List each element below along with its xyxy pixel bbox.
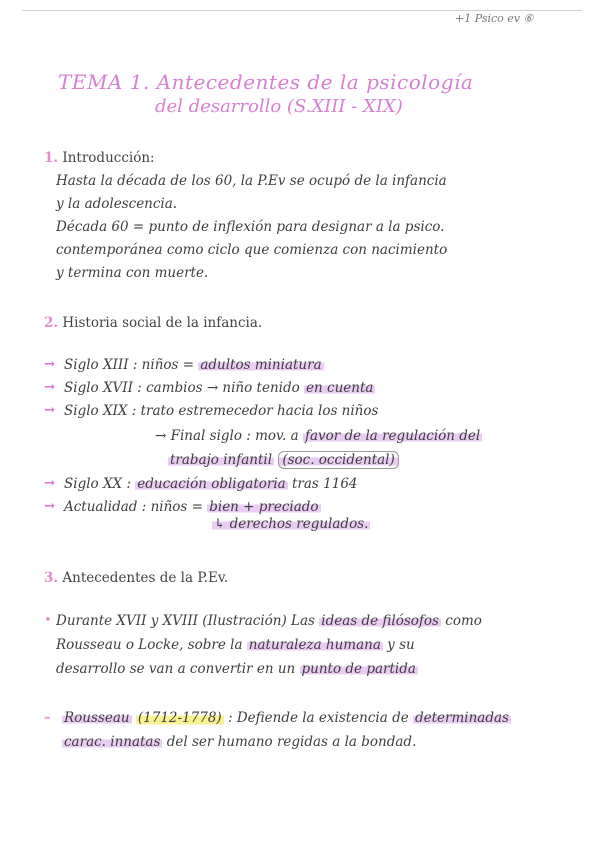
section1-line: y termina con muerte. [56, 265, 209, 281]
list-item [64, 357, 324, 373]
list-item-text: Actualidad : niños = [64, 499, 208, 515]
section1-line: contemporánea como ciclo que comienza con nacimiento [56, 242, 448, 258]
list-item-text: Siglo XIII : niños = [64, 357, 199, 373]
bullet-arrow-icon: → [44, 476, 55, 491]
paragraph-text: : Defiende la existencia de [223, 710, 413, 726]
paragraph-line [62, 710, 511, 726]
bullet-arrow-icon: → [44, 380, 55, 395]
highlighted-text: punto de partida [301, 661, 416, 677]
section1-title: Introducción: [62, 150, 155, 166]
section3-title: Antecedentes de la P.Ev. [62, 570, 229, 586]
highlighted-text: ↳ derechos regulados. [214, 516, 369, 532]
highlighted-text: favor de la regulación del [304, 428, 481, 444]
list-item [64, 499, 321, 515]
section1-number: 1. [44, 150, 59, 166]
paragraph-text: del ser humano regidas a la bondad. [162, 734, 417, 750]
list-item [64, 476, 358, 492]
section2-number: 2. [44, 315, 59, 331]
section1-line: y la adolescencia. [56, 196, 178, 212]
bullet-arrow-icon: → [44, 403, 55, 418]
list-subitem [155, 428, 482, 444]
page-reference: +1 Psico ev ⑥ [455, 12, 534, 25]
paragraph-line [62, 734, 416, 750]
paragraph-text: y su [382, 637, 415, 653]
section1-heading [44, 150, 155, 166]
highlighted-text: determinadas [415, 710, 509, 726]
highlighted-text: ideas de filósofos [321, 613, 439, 629]
highlighted-text: educación obligatoria [137, 476, 286, 492]
paragraph-line [56, 613, 482, 629]
paragraph-text: Rousseau o Locke, sobre la [56, 637, 247, 653]
list-item: Siglo XIX : trato estremecedor hacia los niños [64, 403, 379, 419]
highlighted-text: Rousseau [64, 710, 130, 726]
paragraph-line [56, 661, 418, 677]
paragraph-text: Durante XVII y XVIII (Ilustración) Las [56, 613, 320, 629]
section2-title: Historia social de la infancia. [62, 315, 263, 331]
paragraph-text: como [440, 613, 482, 629]
list-subitem [212, 516, 370, 532]
list-item-text: Siglo XX : [64, 476, 136, 492]
section1-line: Década 60 = punto de inflexión para designar a la psico. [56, 219, 445, 235]
list-item-text: → Final siglo : mov. a [155, 428, 303, 444]
paragraph-line [56, 637, 415, 653]
section1-line: Hasta la década de los 60, la P.Ev se ocupó de la infancia [56, 173, 447, 189]
highlighted-text: naturaleza humana [248, 637, 381, 653]
highlighted-years: (1712-1778) [137, 710, 222, 726]
highlighted-text: adultos miniatura [200, 357, 322, 373]
highlighted-text: trabajo infantil [170, 452, 273, 468]
bullet-arrow-icon: → [44, 499, 55, 514]
bullet-dot-icon: • [44, 613, 52, 628]
highlighted-text: carac. innatas [64, 734, 161, 750]
bullet-dash-icon: – [44, 710, 51, 725]
boxed-note: (soc. occidental) [278, 451, 398, 469]
section3-heading [44, 570, 228, 586]
highlighted-text: en cuenta [306, 380, 374, 396]
list-subitem [168, 452, 399, 468]
bullet-arrow-icon: → [44, 357, 55, 372]
top-rule [22, 10, 582, 11]
section3-number: 3. [44, 570, 59, 586]
list-item-text: Siglo XVII : cambios → niño tenido [64, 380, 305, 396]
page-title-line1: TEMA 1. Antecedentes de la psicología [58, 70, 474, 94]
paragraph-text: desarrollo se van a convertir en un [56, 661, 300, 677]
list-item [64, 380, 375, 396]
section2-heading [44, 315, 262, 331]
page-title-line2: del desarrollo (S.XIII - XIX) [155, 96, 403, 117]
list-item-text: tras 1164 [287, 476, 358, 492]
highlighted-text: bien + preciado [209, 499, 319, 515]
